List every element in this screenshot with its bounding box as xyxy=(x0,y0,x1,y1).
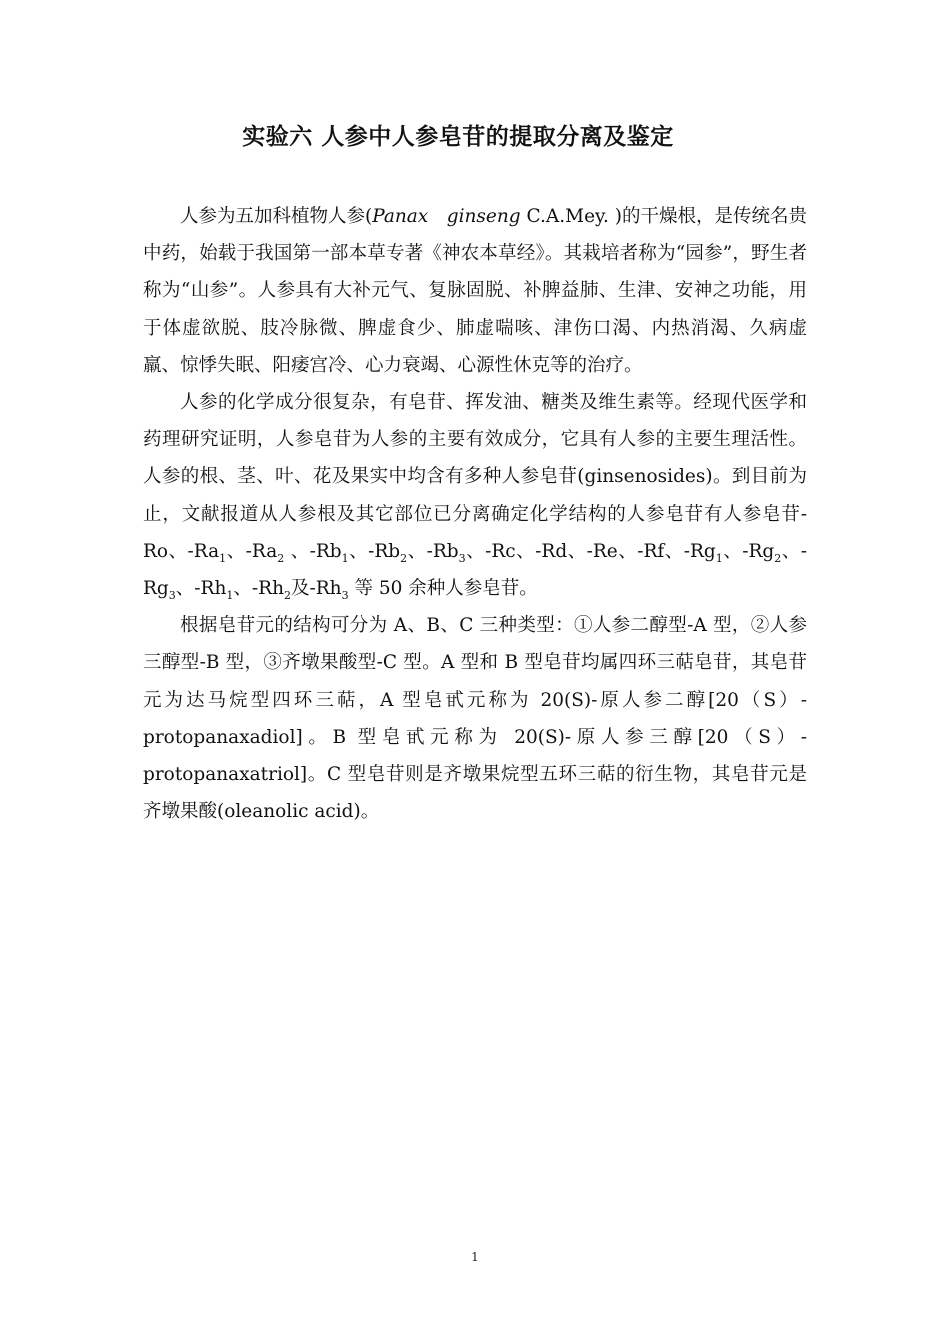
document-title: 实验六 人参中人参皂苷的提取分离及鉴定 xyxy=(242,124,674,150)
document-body xyxy=(143,198,807,830)
chem-text-j: 、-Rh xyxy=(233,578,284,600)
chem-text-b: 、-Ra xyxy=(226,540,278,562)
paragraph-chemistry xyxy=(143,384,807,607)
chem-text-e: 、-Rb xyxy=(407,540,459,562)
subscript: 3 xyxy=(341,589,349,603)
page-number: 1 xyxy=(471,1250,479,1264)
subscript: 1 xyxy=(219,551,227,565)
chem-text-a: 人参的化学成分很复杂，有皂苷、挥发油、糖类及维生素等。经现代医学和药理研究证明，人参皂苷为人参的主要有效成分，它具有人参的主要生理活性。人参的根、茎、叶、花及果实中均含有多种人参皂苷(ginsenosides)。到目前为止，文献报道从人参根及其它部位已分离确定化学结构的人参皂苷有人参皂苷-Ro、-Ra xyxy=(143,392,807,562)
chem-text-c: 、-Rb xyxy=(284,540,342,562)
intro-text-b: C.A.Mey. )的干燥根，是传统名贵中药，始载于我国第一部本草专著《神农本草经》。其栽培者称为“园参”，野生者称为“山参”。人参具有大补元气、复脉固脱、补脾益肺、生津、安神之功能，用于体虚欲脱、肢冷脉微、脾虚食少、肺虚喘咳、津伤口渴、内热消渴、久病虚羸、惊悸失眠、阳痿宫冷、心力衰竭、心源性休克等的治疗。 xyxy=(143,206,807,376)
subscript: 3 xyxy=(168,589,176,603)
subscript: 3 xyxy=(458,551,466,565)
subscript: 2 xyxy=(284,589,291,603)
chem-text-h: 、-Rg xyxy=(143,540,807,600)
paragraph-types: 根据皂苷元的结构可分为 A、B、C 三种类型：①人参二醇型-A 型，②人参三醇型-B 型，③齐墩果酸型-C 型。A 型和 B 型皂苷均属四环三萜皂苷，其皂苷元为达马烷型四环三萜，A 型皂甙元称为 20(S)-原人参二醇[20（S）-protopanaxadiol]。B 型皂甙元称为 20(S)-原人参三醇[20（S）-protopanaxatriol]。C 型皂苷则是齐墩果烷型五环三萜的衍生物，其皂苷元是齐墩果酸(oleanolic acid)。 xyxy=(143,615,807,823)
subscript: 1 xyxy=(226,589,234,603)
chem-text-i: 、-Rh xyxy=(175,578,227,600)
subscript: 2 xyxy=(774,551,782,565)
latin-name: Panax ginseng xyxy=(372,206,521,227)
subscript: 1 xyxy=(715,551,723,565)
chem-text-f: 、-Rc、-Rd、-Re、-Rf、-Rg xyxy=(465,540,716,562)
subscript: 2 xyxy=(277,551,285,565)
subscript: 1 xyxy=(341,551,349,565)
chem-text-d: 、-Rb xyxy=(348,540,401,562)
chem-text-k: 及-Rh xyxy=(291,578,342,600)
chem-text-g: 、-Rg xyxy=(722,540,775,562)
subscript: 2 xyxy=(400,551,408,565)
paragraph-intro xyxy=(143,198,807,384)
chem-text-l: 等 50 余种人参皂苷。 xyxy=(348,578,538,600)
intro-text-a: 人参为五加科植物人参( xyxy=(180,206,373,227)
